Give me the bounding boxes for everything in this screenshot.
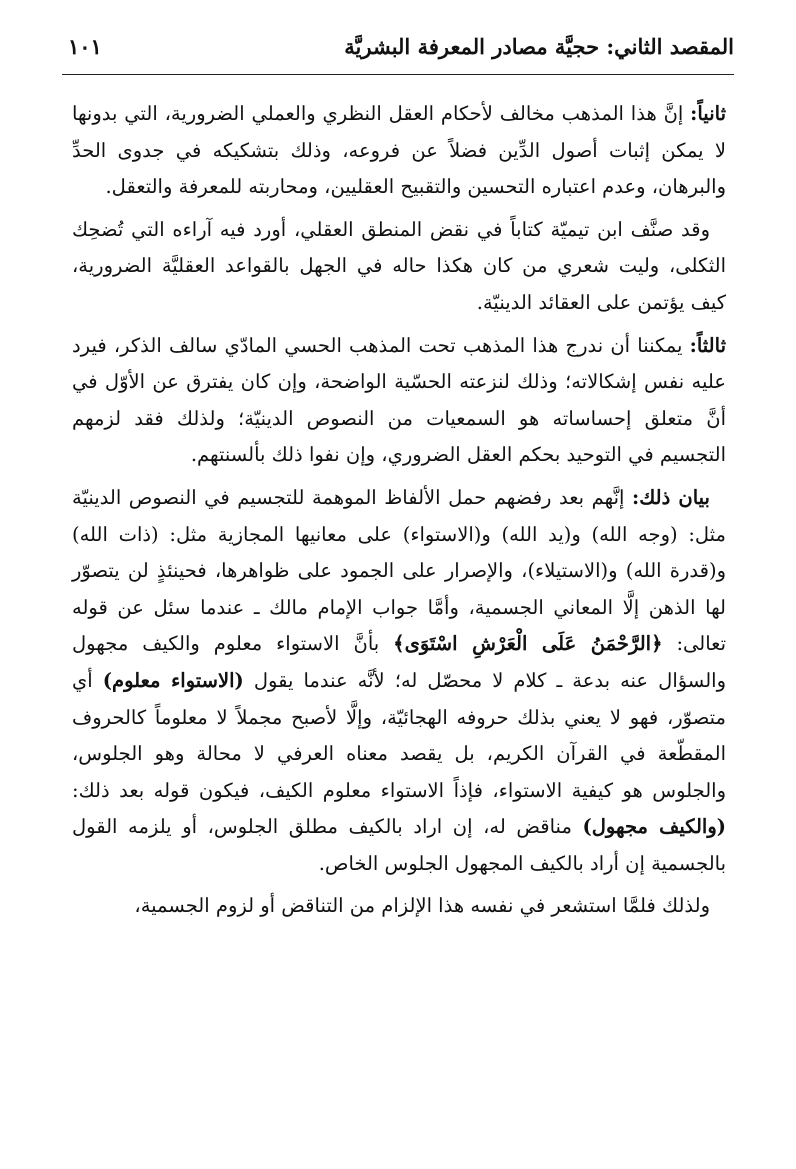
header-divider	[62, 74, 734, 75]
paragraph-text: وقد صنَّف ابن تيميّة كتاباً في نقض المنطق العقلي، أورد فيه آراءه التي تُضحِك الثكلى، وليت شعري من كان هكذا حاله في الجهل بالقواعد العقليَّة الضرورية، كيف يؤتمن على العقائد الدينيّة.	[72, 217, 726, 314]
bold-phrase: (والكيف مجهول)	[582, 815, 726, 839]
running-title: المقصد الثاني: حجيَّة مصادر المعرفة البشريَّة	[344, 34, 734, 59]
paragraph-ibn-taymiyya	[72, 212, 726, 322]
bold-phrase: (الاستواء معلوم)	[102, 668, 244, 692]
paragraph-thirdly	[72, 328, 726, 474]
paragraph-secondly	[72, 96, 726, 206]
paragraph-lead: بيان ذلك:	[632, 485, 710, 509]
paragraph-text: إنَّ هذا المذهب مخالف لأحكام العقل النظري والعملي الضرورية، التي بدونها لا يمكن إثبات أصول الدِّين فضلاً عن فروعه، وذلك بتشكيكه في جدوى الحدِّ والبرهان، وعدم اعتباره التحسين والتقبيح العقليين، ومحاربته للمعرفة والتعقل.	[72, 102, 726, 199]
paragraph-lead: ثانياً:	[690, 102, 726, 125]
paragraph-text: بأنَّ الاستواء معلوم والكيف مجهول والسؤال عنه بدعة ـ كلام لا محصّل له؛ لأنَّه عندما يقول	[72, 632, 726, 692]
paragraph-text: ولذلك فلمَّا استشعر في نفسه هذا الإلزام من التناقض أو لزوم الجسمية،	[134, 894, 710, 918]
quran-verse: ﴿الرَّحْمَنُ عَلَى الْعَرْشِ اسْتَوَى﴾	[393, 632, 663, 656]
running-header	[64, 28, 734, 68]
paragraph-closing	[72, 888, 726, 925]
paragraph-text: إنَّهم بعد رفضهم حمل الألفاظ الموهمة للتجسيم في النصوص الدينيّة مثل: (وجه الله) و(يد الله) و(الاستواء) على معانيها المجازية مثل: (ذات الله) و(قدرة الله) و(الاستيلاء)، والإصرار على الجمود على ظواهرها، فحينئذٍ لن يتصوّر لها الذهن إلَّا المعاني الجسمية، وأمَّا جواب الإمام مالك ـ عندما سئل عن قوله تعالى:	[72, 485, 726, 656]
paragraph-lead: ثالثاً:	[689, 333, 726, 357]
paragraph-text: أي متصوّر، فهو لا يعني بذلك حروفه الهجائيّة، وإلَّا لأصبح مجملاً لا معلوماً كالحروف المقطّعة في القرآن الكريم، بل يقصد معناه العرفي لا محالة وهو الجلوس، والجلوس هو كيفية الاستواء، فإذاً الاستواء معلوم الكيف، فيكون قوله بعد ذلك:	[72, 668, 726, 802]
paragraph-explanation	[72, 480, 726, 883]
paragraph-text: مناقض له، إن اراد بالكيف مطلق الجلوس، أو يلزمه القول بالجسمية إن أراد بالكيف المجهول الجلوس الخاص.	[72, 815, 726, 875]
paragraph-text: يمكننا أن ندرج هذا المذهب تحت المذهب الحسي المادّي سالف الذكر، فيرد عليه نفس إشكالاته؛ وذلك لنزعته الحسّية الواضحة، وإن كان يفترق عن الأوّل في أنَّ متعلق إحساساته هو السمعيات من النصوص الدينيّة؛ ولذلك فقد لزمهم التجسيم في التوحيد بحكم العقل الضروري، وإن نفوا ذلك بألسنتهم.	[72, 333, 726, 467]
page-number: ١٠١	[68, 34, 102, 59]
body-text	[72, 96, 726, 931]
